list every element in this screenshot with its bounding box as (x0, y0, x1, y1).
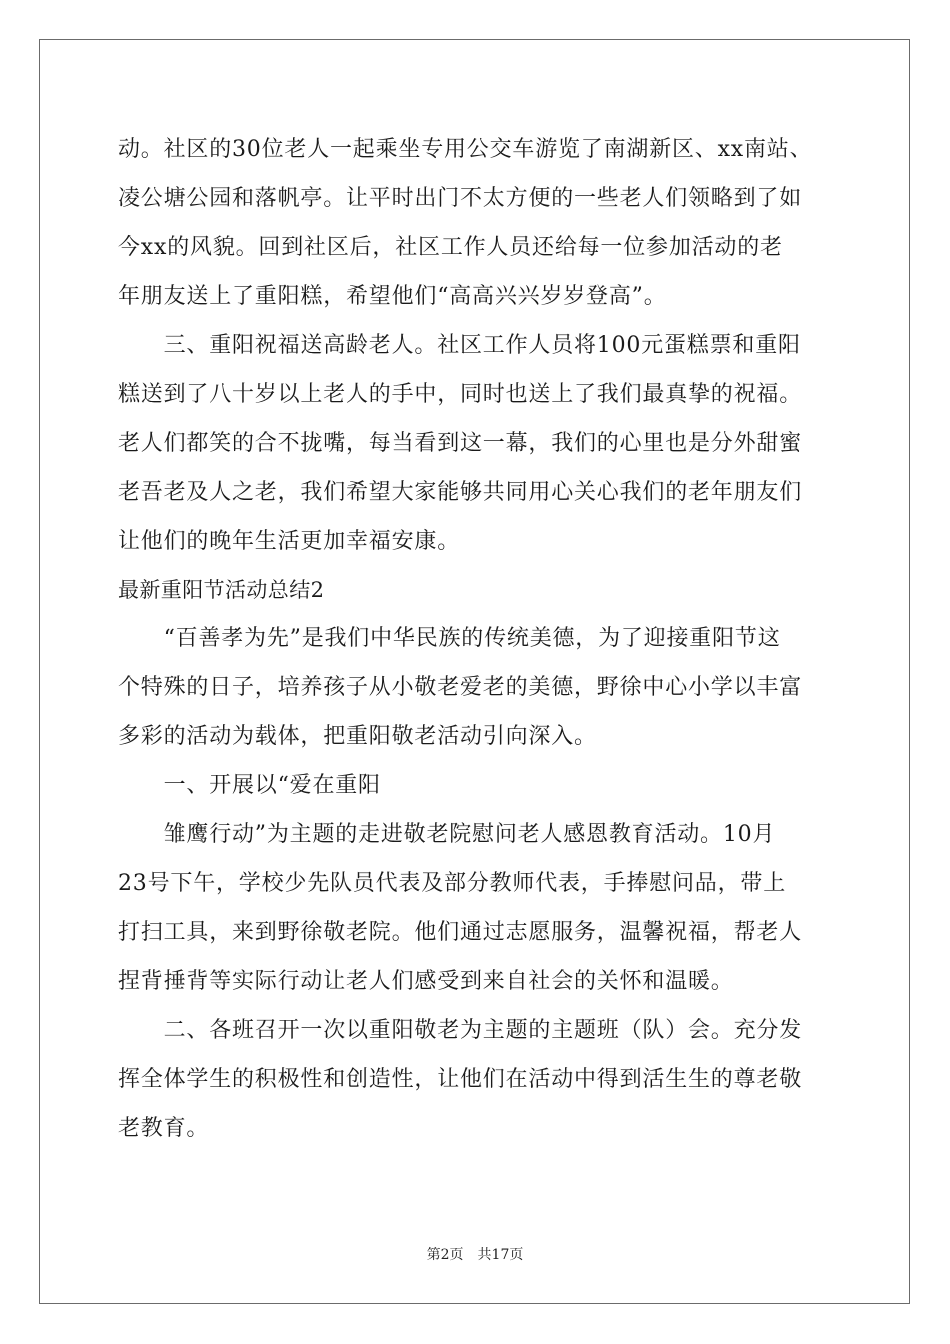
document-body (118, 125, 832, 1153)
text-line: 动。社区的30位老人一起乘坐专用公交车游览了南湖新区、xx南站、 (118, 137, 813, 162)
text-line: 挥全体学生的积极性和创造性，让他们在活动中得到活生生的尊老敬 (118, 1067, 803, 1092)
text-line: 三、重阳祝福送高龄老人。社区工作人员将100元蛋糕票和重阳 (118, 333, 801, 358)
text-line: 雏鹰行动”为主题的走进敬老院慰问老人感恩教育活动。10月 (118, 822, 776, 847)
page-number: 第2页 (426, 1247, 464, 1263)
text-line: 老吾老及人之老，我们希望大家能够共同用心关心我们的老年朋友们 (118, 480, 803, 505)
text-line: 23号下午，学校少先队员代表及部分教师代表，手捧慰问品，带上 (118, 871, 786, 896)
text-line: 二、各班召开一次以重阳敬老为主题的主题班（队）会。充分发 (118, 1018, 803, 1043)
text-line: 一、开展以“爱在重阳 (118, 773, 381, 798)
text-line: 年朋友送上了重阳糕，希望他们“高高兴兴岁岁登高”。 (118, 284, 667, 309)
text-line: 捏背捶背等实际行动让老人们感受到来自社会的关怀和温暖。 (118, 969, 734, 994)
section-heading: 最新重阳节活动总结2 (118, 578, 325, 602)
text-line: 凌公塘公园和落帆亭。让平时出门不太方便的一些老人们领略到了如 (118, 186, 803, 211)
text-line: “百善孝为先”是我们中华民族的传统美德，为了迎接重阳节这 (118, 626, 781, 651)
page-footer (0, 1244, 950, 1264)
text-line: 打扫工具，来到野徐敬老院。他们通过志愿服务，温馨祝福，帮老人 (118, 920, 803, 945)
text-line: 今xx的风貌。回到社区后，社区工作人员还给每一位参加活动的老 (118, 235, 783, 260)
text-line: 个特殊的日子，培养孩子从小敬老爱老的美德，野徐中心小学以丰富 (118, 675, 803, 700)
text-line: 老教育。 (118, 1116, 210, 1141)
text-line: 让他们的晚年生活更加幸福安康。 (118, 529, 461, 554)
text-line: 老人们都笑的合不拢嘴，每当看到这一幕，我们的心里也是分外甜蜜 (118, 431, 803, 456)
page-total: 共17页 (477, 1247, 524, 1263)
text-line: 糕送到了八十岁以上老人的手中，同时也送上了我们最真挚的祝福。 (118, 382, 803, 407)
text-line: 多彩的活动为载体，把重阳敬老活动引向深入。 (118, 724, 597, 749)
